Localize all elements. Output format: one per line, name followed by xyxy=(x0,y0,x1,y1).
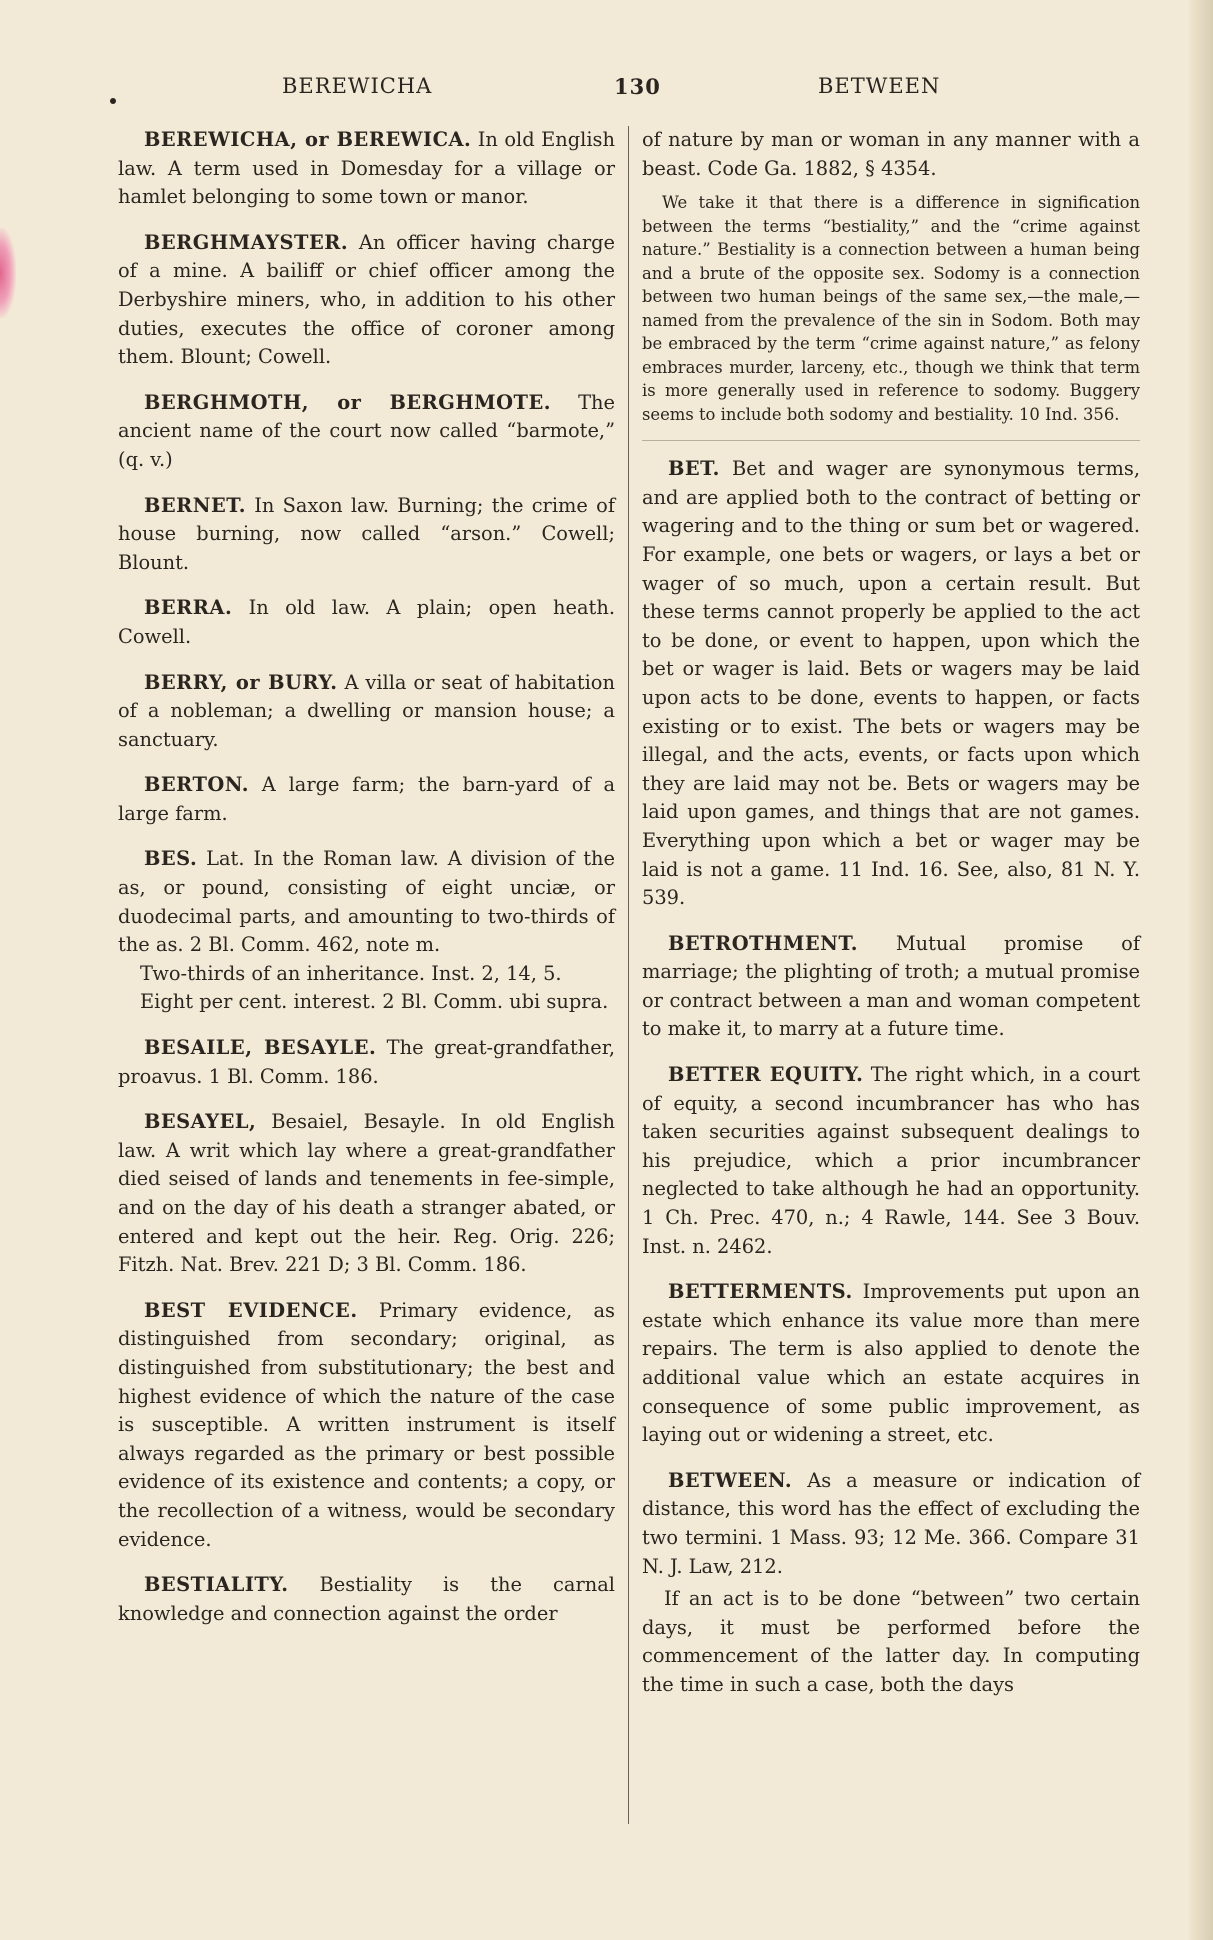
entry-headword: BERRA. xyxy=(144,596,233,620)
entry-headword: BERGHMOTH, or BERGHMOTE. xyxy=(144,390,551,414)
dictionary-entry xyxy=(118,229,615,372)
note-separator xyxy=(642,440,1140,441)
entry-headword: BETTERMENTS. xyxy=(668,1280,853,1304)
page-number: 130 xyxy=(614,74,661,99)
entry-headword: BETROTHMENT. xyxy=(668,931,859,955)
entry-headword: BERRY, or BURY. xyxy=(144,670,338,694)
entry-headword: BESAYEL, xyxy=(144,1110,257,1134)
entry-text: Bet and wager are synonymous terms, and are applied both to the contract of betting or wagering and to the thing or sum bet or wagered. For example, one bets or wagers, or lays a bet or wager of so much, upon a certain result. But these terms cannot properly be applied to the act to be done, or event to happen, upon which the bet or wager is laid. Bets or wagers may be laid upon acts to be done, events to happen, or facts existing or to exist. The bets or wagers may be illegal, and the acts, events, or facts upon which they are laid may not be. Bets or wagers may be laid upon games, and things that are not games. Everything upon which a bet or wager may be laid is not a game. 11 Ind. 16. See, also, 81 N. Y. 539. xyxy=(642,457,1141,910)
right-column xyxy=(642,126,1140,1700)
dictionary-entry xyxy=(118,669,615,755)
dictionary-entry xyxy=(118,1108,615,1280)
page-edge-shadow xyxy=(1189,0,1213,1940)
dictionary-entry xyxy=(642,930,1140,1044)
dictionary-entry xyxy=(118,492,615,578)
entry-headword: BESTIALITY. xyxy=(144,1573,289,1597)
entry-text: In Saxon law. Burning; the crime of house burning, now called “arson.” Cowell; Blount. xyxy=(118,493,615,574)
entry-headword: BET. xyxy=(668,457,720,481)
dictionary-entry xyxy=(118,845,615,1017)
entry-sense: Eight per cent. interest. 2 Bl. Comm. ubi supra. xyxy=(140,990,609,1014)
dictionary-entry xyxy=(118,1297,615,1554)
dictionary-entry xyxy=(118,389,615,475)
dictionary-entry xyxy=(642,455,1140,913)
entry-paragraph: If an act is to be done “between” two certain days, it must be performed before the commencement of the latter day. In computing the time in such a case, both the days xyxy=(642,1587,1140,1696)
entry-text: In old English law. A term used in Domesday for a village or hamlet belonging to some town or manor. xyxy=(118,128,615,209)
entry-headword: BES. xyxy=(144,847,198,871)
entry-text: A large farm; the barn-yard of a large farm. xyxy=(118,773,615,825)
dictionary-entry xyxy=(118,126,615,212)
entry-headword: BERNET. xyxy=(144,493,246,517)
entry-sense: Two-thirds of an inheritance. Inst. 2, 14, 5. xyxy=(140,961,562,985)
dictionary-entry xyxy=(118,594,615,651)
ink-dot xyxy=(110,98,116,104)
entry-text: An officer having charge of a mine. A bailiff or chief officer among the Derbyshire miners, who, in addition to his other duties, executes the office of coroner among them. Blount; Cowell. xyxy=(118,230,615,369)
page-header xyxy=(118,74,1160,104)
dictionary-entry xyxy=(118,1571,615,1628)
entry-headword: BESAILE, BESAYLE. xyxy=(144,1036,377,1060)
entry-text: As a measure or indication of distance, this word has the effect of excluding the two termini. 1 Mass. 93; 12 Me. 366. Compare 31 N. J. Law, 212. xyxy=(642,1468,1140,1578)
entry-text: Improvements put upon an estate which enhance its value more than mere repairs. The term is also applied to denote the additional value which an estate acquires in consequence of some public improvement, as laying out or widening a street, etc. xyxy=(642,1280,1140,1447)
header-guide-word-right: BETWEEN xyxy=(818,74,941,98)
dictionary-entry xyxy=(118,1034,615,1091)
column-divider xyxy=(628,126,629,1824)
entry-continuation: of nature by man or woman in any manner with a beast. Code Ga. 1882, § 4354. xyxy=(642,128,1140,180)
dictionary-entry xyxy=(642,1467,1140,1581)
dictionary-entry xyxy=(642,1278,1140,1450)
entry-text: The right which, in a court of equity, a second incumbrancer has who has taken securities against subsequent dealings to his prejudice, which a prior incumbrancer neglected to take although he had an opportunity. 1 Ch. Prec. 470, n.; 4 Rawle, 144. See 3 Bouv. Inst. n. 2462. xyxy=(642,1063,1140,1258)
entry-text: In old law. A plain; open heath. Cowell. xyxy=(118,596,615,648)
entry-text: Primary evidence, as distinguished from secondary; original, as distinguished from substitutionary; the best and highest evidence of which the nature of the case is susceptible. A written instrument is itself always regarded as the primary or best possible evidence of its existence and contents; a copy, or the recollection of a witness, would be secondary evidence. xyxy=(118,1298,615,1551)
entry-text: The great-grandfather, proavus. 1 Bl. Comm. 186. xyxy=(118,1036,615,1088)
entry-text: Besaiel, Besayle. In old English law. A writ which lay where a great-grandfather died seised of lands and tenements in fee-simple, and on the day of his death a stranger abated, or entered and kept out the heir. Reg. Orig. 226; Fitzh. Nat. Brev. 221 D; 3 Bl. Comm. 186. xyxy=(118,1110,615,1277)
dictionary-entry xyxy=(642,1061,1140,1261)
entry-headword: BEST EVIDENCE. xyxy=(144,1298,358,1322)
header-guide-word-left: BEREWICHA xyxy=(282,74,433,98)
entry-text: The ancient name of the court now called “barmote,” (q. v.) xyxy=(118,390,615,471)
entry-headword: BETTER EQUITY. xyxy=(668,1063,864,1087)
editorial-note: We take it that there is a difference in signification between the terms “bestiality,” and the “crime against nature.” Bestiality is a connection between a human being and a brute of the opposite sex. Sodomy is a connection between two human beings of the same sex,—the male,—named from the prevalence of the sin in Sodom. Both may be embraced by the term “crime against nature,” as felony embraces murder, larceny, etc., though we think that term is more generally used in reference to sodomy. Buggery seems to include both sodomy and bestiality. 10 Ind. 356. xyxy=(642,193,1140,424)
left-column xyxy=(118,126,615,1645)
entry-text: Mutual promise of marriage; the plighting of troth; a mutual promise or contract between a man and woman competent to make it, to marry at a future time. xyxy=(642,931,1140,1041)
entry-headword: BERGHMAYSTER. xyxy=(144,230,349,254)
pink-ink-mark xyxy=(0,228,16,318)
entry-headword: BERTON. xyxy=(144,773,249,797)
entry-text: Lat. In the Roman law. A division of the as, or pound, consisting of eight unciæ, or duodecimal parts, and amounting to two-thirds of the as. 2 Bl. Comm. 462, note m. xyxy=(118,847,615,957)
entry-headword: BEREWICHA, or BEREWICA. xyxy=(144,128,472,151)
entry-text: Bestiality is the carnal knowledge and connection against the order xyxy=(118,1573,615,1625)
entry-headword: BETWEEN. xyxy=(668,1468,793,1492)
dictionary-entry xyxy=(118,771,615,828)
entry-text: A villa or seat of habitation of a nobleman; a dwelling or mansion house; a sanctuary. xyxy=(118,670,615,751)
